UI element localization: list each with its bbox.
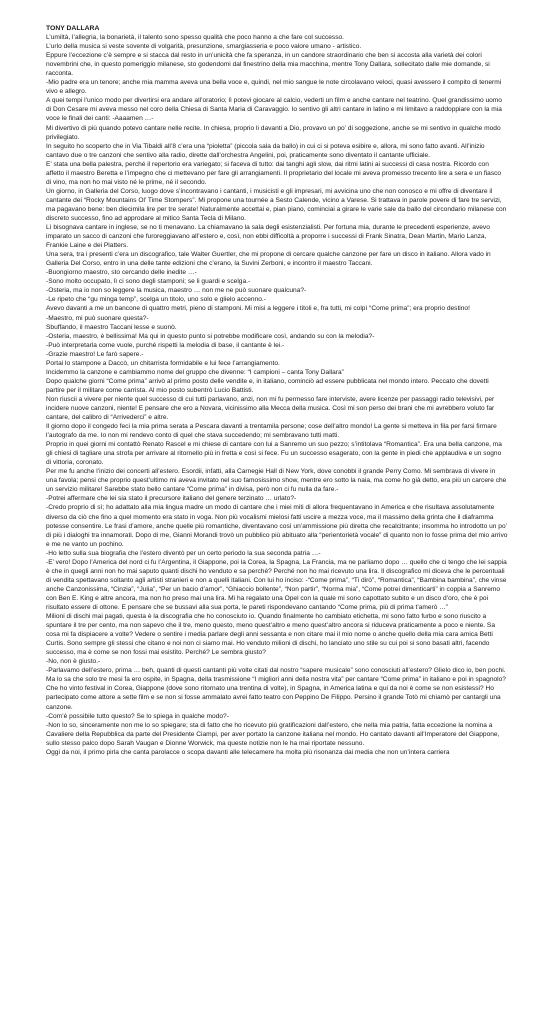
paragraph: -Parlavamo dell’estero, prima … beh, quanti di questi cantanti più volte citati dal nostro “sapere musicale” sono conosciuti all’estero? Glielo dico io, ben pochi. Ma lo sa che solo tre mesi fa ero ospite, in Spagna, della trasmissione “I migliori anni della nostra vita” per cantare “Come prima” in italiano e poi in spagnolo? Che ho vinto festival in Corea, Giappone (dove sono ritornato una trentina di volte), in Spagna, in America latina e qui da noi è come se non esistessi? Ho partecipato come attore a sette film e se non si fosse ammalato avrei fatto teatro con Peppino De Filippo. Persino il grande Totò mi chiamò per cantargli una canzone.: [46, 667, 506, 711]
document-page: [46, 24, 508, 1014]
paragraph: -Osteria, maestro, è bellissima! Ma qui in questo punto si potrebbe modificare così, andando su con la melodia?-: [46, 332, 375, 340]
paragraph: -Ho letto sulla sua biografia che l’estero diventò per un certo periodo la sua seconda patria …-: [46, 549, 321, 557]
paragraph: Dopo qualche giorni “Come prima” arrivò al primo posto delle vendite e, in italiano, cominciò ad essere pubblicata nel mondo intero. Peccato che dovetti partire per il militare come carrista. Al mio posto subentrò Lucio Battisti.: [46, 377, 489, 394]
paragraph: In seguito ho scoperto che in Via Tibaldi all’8 c’era una “pioletta” (piccola sala da ballo) in cui ci si poteva esibire e, allora, mi sono fatto avanti. All’inizio cantavo due o tre canzoni che sentivo alla radio, dirette dall’orchestra Angelini, poi, praticamente sono diventato il cantante ufficiale.: [46, 142, 485, 159]
paragraph: Portai lo stampone a Daccò, un chitarrista formidabile e lui fece l’arrangiamento.: [46, 359, 280, 367]
paragraph: Incidemmo la canzone e cambiammo nome del gruppo che divenne: “I campioni – canta Tony Dallara”: [46, 368, 344, 376]
paragraph: Avevo davanti a me un bancone di quattro metri, pieno di stamponi. Mi misi a leggere i titoli e, fra tutti, mi colpì “Come prima”; era proprio destino!: [46, 305, 470, 313]
paragraph: -Buongiorno maestro, sto cercando delle inedite …-: [46, 269, 197, 277]
paragraph: Proprio in quei giorni mi contattò Renato Rascel e mi chiese di cantare con lui a Sanremo un suo pezzo; s’intitolava “Romantica”. Era una bella canzone, ma gli chiesi di tagliare una strofa per arrivare al ritornello più in fretta e così si fece. Fu un successo esagerato, con la gente in piedi che applaudiva e un sogno di vittoria, coronato.: [46, 441, 502, 467]
document-body: [46, 24, 508, 757]
paragraph: -Le ripeto che “gu minga temp”, scelga un titolo, uno solo e glielo accenno.-: [46, 296, 266, 304]
paragraph: -Grazie maestro! Le farò sapere.-: [46, 350, 144, 358]
paragraph: Eppure l’eccezione c’è sempre e si stacca dal resto in un’unicità che fa speranza, in un candore straordinario che ben si accosta alla varietà dei colori novembrini che, in questo pomeriggio milanese, sto godendomi dal finestrino della mia macchina, mentre Tony Dallara, sollecitato dalle mie domande, si racconta.: [46, 52, 490, 78]
paragraph: -Maestro, mi può suonare questa?-: [46, 314, 149, 322]
paragraph: Lì bisognava cantare in inglese, se no ti menavano. La chiamavano la sala degli esistenzialisti. Per fortuna mia, durante le precedenti esperienze, avevo imparato un sacco di canzoni che furoreggiavano all’estero e, così, non ebbi difficoltà a proporre i successi di Frank Sinatra, Dean Martin, Mario Lanza, Frankie Laine e dei Platters.: [46, 224, 490, 250]
paragraph: -Osteria, ma io non so leggere la musica, maestro … non me ne può suonare qualcuna?-: [46, 287, 307, 295]
paragraph: Mi divertivo di più quando potevo cantare nelle recite. In chiesa, proprio li davanti a Dio, provavo un po’ di soggezione, anche se mi sentivo in qualche modo privilegiato.: [46, 124, 501, 141]
paragraph: -Non lo so, sinceramente non me lo so spiegare; sta di fatto che ho ricevuto più gratificazioni dall’estero, che nella mia patria, fatta eccezione la nomina a Cavaliere della Repubblica da parte del Presidente Ciampi, per aver portato la canzone italiana nel mondo. Ho cantato davanti all’Imperatore del Giappone, sullo stesso palco dopo Sarah Vaugan e Dionne Worwick, ma queste notizie non le ha mai riportate nessuno.: [46, 721, 500, 747]
paragraph: Milioni di dischi mai pagati, questa è la discografia che ho conosciuto io. Quando finalmente ho cambiato etichetta, mi sono fatto furbo e sono riuscito a spuntare il tre per cento, ma non sapevo che il tre, meno questo, meno quest’altro e meno quest’altro ancora si riduceva praticamente a poco e niente. Sa cosa mi fa dispiacere a volte? Vedere o sentire i media parlare degli anni sessanta e non citare mai il mio nome o anche quello della mia cara amica Betti Curtis. Sono sempre gli stessi che citano e noi non ci siamo mai. Ho venduto milioni di dischi, ho lanciato uno stile su cui poi si sono basati altri, facendo successo, ma è come se non fossi mai esistito. Perché? Le sembra giusto?: [46, 613, 495, 657]
paragraph: Un giorno, in Galleria del Corso, luogo dove s’incontravano i cantanti, i musicisti e gli impresari, mi avvicina uno che non conosco e mi offre di diventare il cantante dei “Rocky Mountains Ol’ Time Stompers”. Mi propone una tournée a Sesto Calende, vicino a Varese. Si trattava in parole povere di fare tre servizi, ma pagavano bene: ben diecimila lire per tre serate! Naturalmente accettai e, pian piano, cominciai a girare le varie sale da ballo del circondario milanese con discreto successo, fino ad approdare al mitico Santa Tecla di Milano.: [46, 187, 507, 222]
paragraph: -Credo proprio di sì; ho adattato alla mia lingua madre un modo di cantare che i miei miti di allora frequentavano in America e che risultava assolutamente diverso da ciò che fino a quel momento era stato in voga. Non più vocalismi mielosi fatti uscire a mezza voce, ma il massimo della grinta che il diaframma potesse consentire. Le frasi d’amore, anche quelle più romantiche, diventavano così un’ammissione più diretta che recalcitrante; insomma ho introdotto un po’ di più i dialoghi tra innamorati. Dopo di me, Gianni Morandi trovò un pubblico più abituato alla “perientorietà vocale” di quanto non lo fosse prima del mio arrivo e me ne vanto un pochino.: [46, 504, 508, 548]
paragraph: -Potrei affermare che lei sia stato il precursore italiano del genere terzinato … urlato?-: [46, 495, 297, 503]
paragraph: L’umiltà, l’allegria, la bonarietà, il talento sono spesso qualità che poco hanno a che fare col successo.: [46, 34, 344, 42]
paragraph: -No, non è giusto.-: [46, 658, 101, 666]
paragraph: -Sono molto occupato, lì ci sono degli stamponi; se li guardi e scelga.-: [46, 278, 251, 286]
paragraph: Non riuscii a vivere per niente quel successo di cui tutti parlavano, anzi, non mi fu permesso fare interviste, avere licenze per passaggi radio televisivi, per incidere nuove canzoni, niente! E pensare che ero a Novara, vicinissimo alla Mecca della musica. Così mi son perso dei brani che mi avrebbero voluto far cantare, del calibro di “Arrivederci” e altre.: [46, 395, 495, 422]
paragraph: -E’ vero! Dopo l’America del nord ci fu l’Argentina, il Giappone, poi la Corea, la Spagna, La Francia, ma ne parliamo dopo … quello che ci tengo che lei sappia è che in quegli anni non ho mai saputo quanti dischi ho venduto e sa perché? Perché non ho mai ricevuto una lira. Il discografico mi diceva che le percentuali di vendita spettavano soltanto agli artisti stranieri e non a quelli italiani. Con lui ho inciso: -“Come prima”, “Ti dirò”, “Romantica”, “Bambina bambina”, che vinse anche Canzonissima, “Cinzia”, “Julia”, “Per un bacio d’amor”, “Ghiaccio bollente”, “Non partir”, “Norma mia”, “Come potrei dimenticarti” in coppia a Sanremo con Ben E. King e altre ancora, ma non ho preso mai una lira. Mi ha regalato una Opel con la quale mi sono capottato subito e un disco d’oro, che è poi risultato essere di ottone. E pensare che se bussavi alla sua porta, le pareti rispondevano cantando “Come prima, più di prima t’amerò …”: [46, 558, 507, 611]
paragraph: Una sera, tra i presenti c’era un discografico, tale Walter Guertler, che mi propone di cercare qualche canzone per fare un disco in italiano. Allora vado in Galleria Del Corso, entro in una delle tante edizioni che c’erano, la Suvini Zerboni, e incontro il maestro Taccani.: [46, 251, 491, 268]
paragraph: -Può interpretarla come vuole, purché rispetti la melodia di base, il cantante è lei.-: [46, 341, 285, 349]
paragraph: -Mio padre era un tenore; anche mia mamma aveva una bella voce e, quindi, nel mio sangue le note circolavano veloci, quasi avessero il compito di tenermi vivo e allegro.: [46, 79, 502, 96]
document-title: TONY DALLARA: [46, 25, 100, 32]
paragraph: Oggi da noi, il primo pirla che canta parolacce o scopa davanti alle telecamere ha molta più risonanza dai media che non un’intera carriera: [46, 748, 450, 756]
paragraph: A quei tempi l’unico modo per divertirsi era andare all’oratorio; lì potevi giocare al calcio, vederti un film e anche cantare nel teatrino. Quel grandissimo uomo di Don Cesare mi aveva messo nel coro della Chiesa di Santa Maria di Caravaggio. Io sentivo gli altri cantare in latino e mi limitavo a raddoppiare con la mia voce le finali dei canti: -Aaaamen …-: [46, 97, 502, 123]
paragraph: E’ stata una bella palestra, perché il repertorio era variegato; si faceva di tutto: dai tanghi agli slow, dai ritmi latini ai successi di casa nostra. Ricordo con affetto il maestro Beretta e l’impegno che ci mettevano per fare gli arrangiamenti. Il proprietario del locale mi aveva promesso trecento lire a sera e un fiasco di vino, ma non ho mai visto né le prime, né il secondo.: [46, 160, 502, 186]
paragraph: Il giorno dopo il congedo feci la mia prima serata a Pescara davanti a trentamila persone; cose dell’altro mondo! La gente si metteva in fila per farsi firmare l’autografo da me. Io non mi rendevo conto di quel che stava succedendo; mi sembravano tutti matti.: [46, 423, 497, 440]
paragraph: L’urlo della musica si veste sovente di volgarità, presunzione, smargiasseria e poco valore umano - artistico.: [46, 43, 362, 51]
paragraph: -Com’è possibile tutto questo? Se lo spiega in qualche modo?-: [46, 712, 229, 720]
paragraph: Per me fu anche l’inizio dei concerti all’estero. Esordii, infatti, alla Carnegie Hall di New York, dove conobbi il grande Perry Como. Mi sembrava di vivere in una favola; pensi che proprio quest’ultimo mi aveva invitato nel suo famosissimo show, mentre ero sotto la naia, ma come ho già detto, era più un carcere che un servizio militare! Sarebbe stato bello cantare “Come prima” in divisa, però non ci fu nulla da fare.-: [46, 468, 507, 494]
paragraph: Sbuffando, il maestro Taccani lesse e suonò.: [46, 323, 177, 331]
